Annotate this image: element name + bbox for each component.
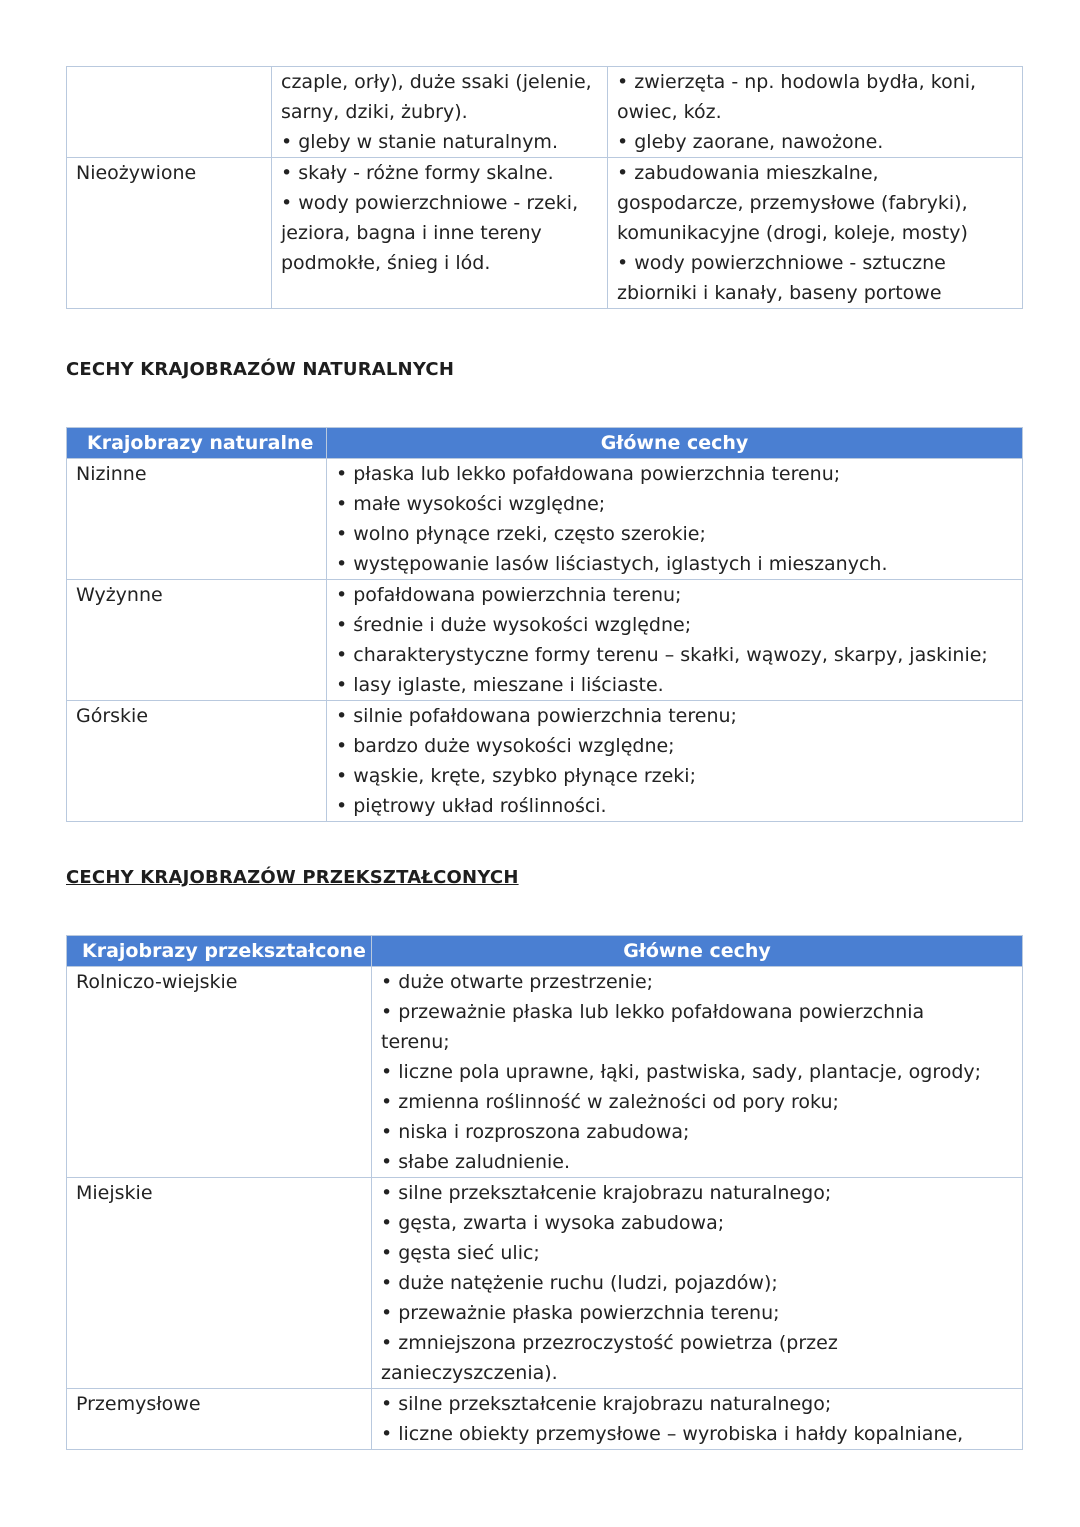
- table-header-row: [67, 428, 1023, 459]
- cell-line: zbiorniki i kanały, baseny portowe: [617, 282, 942, 304]
- row-label: [67, 67, 272, 158]
- cell-line: • piętrowy układ roślinności.: [336, 795, 607, 817]
- cell-line: • silne przekształcenie krajobrazu naturalnego;: [381, 1393, 832, 1415]
- features-cell: [327, 459, 1023, 580]
- natural-cell: [272, 67, 608, 158]
- features-cell: [327, 580, 1023, 701]
- cell-line: • zmienna roślinność w zależności od pory roku;: [381, 1091, 839, 1113]
- cell-line: • silne przekształcenie krajobrazu naturalnego;: [381, 1182, 832, 1204]
- cell-line: • wąskie, kręte, szybko płynące rzeki;: [336, 765, 696, 787]
- features-cell: [372, 1178, 1023, 1389]
- cell-line: • płaska lub lekko pofałdowana powierzchnia terenu;: [336, 463, 841, 485]
- cell-line: • pofałdowana powierzchnia terenu;: [336, 584, 682, 606]
- table-row: [67, 580, 1023, 701]
- table-row: [67, 459, 1023, 580]
- cell-line: zanieczyszczenia).: [381, 1362, 558, 1384]
- cell-line: terenu;: [381, 1031, 450, 1053]
- cell-line: • skały - różne formy skalne.: [281, 162, 554, 184]
- cell-line: • lasy iglaste, mieszane i liściaste.: [336, 674, 664, 696]
- cell-line: komunikacyjne (drogi, koleje, mosty): [617, 222, 968, 244]
- transformed-cell: [608, 67, 1023, 158]
- cell-line: • duże otwarte przestrzenie;: [381, 971, 654, 993]
- cell-line: jeziora, bagna i inne tereny: [281, 222, 542, 244]
- natural-cell: [272, 158, 608, 309]
- cell-line: • gleby w stanie naturalnym.: [281, 131, 558, 153]
- cell-line: • zmniejszona przezroczystość powietrza (przez: [381, 1332, 838, 1354]
- column-header-type: Krajobrazy przekształcone: [67, 936, 372, 967]
- cell-line: • bardzo duże wysokości względne;: [336, 735, 675, 757]
- cell-line: • przeważnie płaska lub lekko pofałdowana powierzchnia: [381, 1001, 925, 1023]
- cell-line: • niska i rozproszona zabudowa;: [381, 1121, 690, 1143]
- section-heading-natural: CECHY KRAJOBRAZÓW NATURALNYCH: [66, 359, 455, 380]
- elements-table-continued: [66, 66, 1023, 309]
- cell-line: • średnie i duże wysokości względne;: [336, 614, 692, 636]
- cell-line: • przeważnie płaska powierzchnia terenu;: [381, 1302, 780, 1324]
- cell-line: • liczne obiekty przemysłowe – wyrobiska i hałdy kopalniane,: [381, 1423, 964, 1445]
- column-header-features: Główne cechy: [372, 936, 1023, 967]
- cell-line: • liczne pola uprawne, łąki, pastwiska, sady, plantacje, ogrody;: [381, 1061, 982, 1083]
- cell-line: owiec, kóz.: [617, 101, 722, 123]
- cell-line: • wody powierzchniowe - rzeki,: [281, 192, 579, 214]
- table-row: [67, 1178, 1023, 1389]
- cell-line: sarny, dziki, żubry).: [281, 101, 468, 123]
- features-cell: [327, 701, 1023, 822]
- cell-line: • zabudowania mieszkalne,: [617, 162, 879, 184]
- table-row: [67, 701, 1023, 822]
- table-row: [67, 158, 1023, 309]
- cell-line: • słabe zaludnienie.: [381, 1151, 571, 1173]
- transformed-cell: [608, 158, 1023, 309]
- table-header-row: [67, 936, 1023, 967]
- section-heading-transformed: CECHY KRAJOBRAZÓW PRZEKSZTAŁCONYCH: [66, 867, 519, 888]
- cell-line: • silnie pofałdowana powierzchnia terenu;: [336, 705, 737, 727]
- table-row: [67, 1389, 1023, 1450]
- cell-line: gospodarcze, przemysłowe (fabryki),: [617, 192, 968, 214]
- row-label: Nieożywione: [67, 158, 272, 309]
- transformed-landscapes-table: [66, 935, 1023, 1450]
- row-label: Przemysłowe: [67, 1389, 372, 1450]
- column-header-features: Główne cechy: [327, 428, 1023, 459]
- row-label: Wyżynne: [67, 580, 327, 701]
- row-label: Rolniczo-wiejskie: [67, 967, 372, 1178]
- cell-line: • wolno płynące rzeki, często szerokie;: [336, 523, 706, 545]
- cell-line: podmokłe, śnieg i lód.: [281, 252, 491, 274]
- cell-line: • występowanie lasów liściastych, iglastych i mieszanych.: [336, 553, 888, 575]
- natural-landscapes-table: [66, 427, 1023, 822]
- cell-line: • zwierzęta - np. hodowla bydła, koni,: [617, 71, 977, 93]
- cell-line: • gęsta, zwarta i wysoka zabudowa;: [381, 1212, 725, 1234]
- row-label: Nizinne: [67, 459, 327, 580]
- cell-line: • małe wysokości względne;: [336, 493, 606, 515]
- table-row: [67, 67, 1023, 158]
- cell-line: • wody powierzchniowe - sztuczne: [617, 252, 946, 274]
- cell-line: • charakterystyczne formy terenu – skałki, wąwozy, skarpy, jaskinie;: [336, 644, 988, 666]
- row-label: Miejskie: [67, 1178, 372, 1389]
- column-header-type: Krajobrazy naturalne: [67, 428, 327, 459]
- features-cell: [372, 1389, 1023, 1450]
- table-row: [67, 967, 1023, 1178]
- row-label: Górskie: [67, 701, 327, 822]
- cell-line: • gęsta sieć ulic;: [381, 1242, 540, 1264]
- features-cell: [372, 967, 1023, 1178]
- cell-line: • gleby zaorane, nawożone.: [617, 131, 884, 153]
- cell-line: • duże natężenie ruchu (ludzi, pojazdów);: [381, 1272, 778, 1294]
- cell-line: czaple, orły), duże ssaki (jelenie,: [281, 71, 592, 93]
